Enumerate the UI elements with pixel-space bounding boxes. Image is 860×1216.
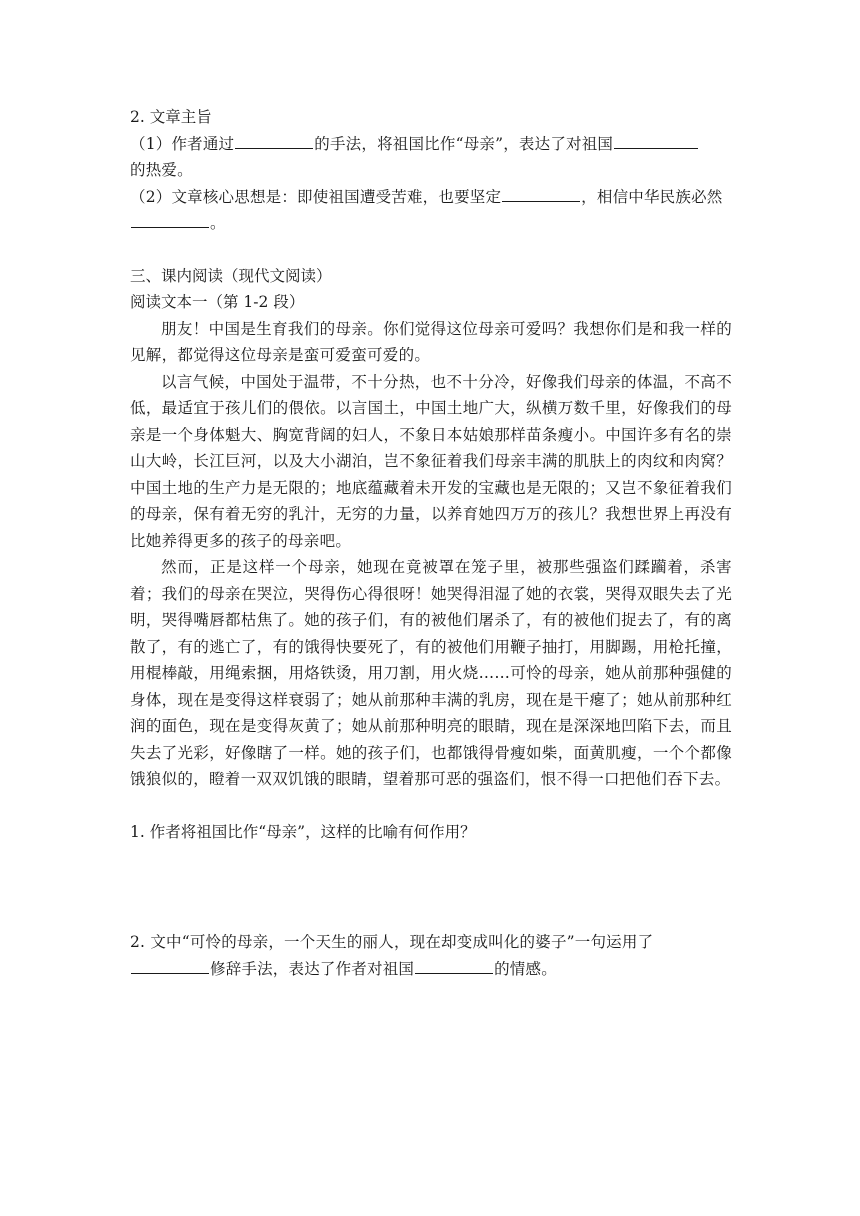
subheading-text: 阅读文本一（第 1-2 段） — [130, 293, 305, 311]
question-text: （2）文章核心思想是：即使祖国遭受苦难，也要坚定 — [130, 187, 502, 206]
question-text: 的手法，将祖国比作“母亲”，表达了对祖国 — [314, 134, 614, 153]
reading-question-1 — [130, 819, 732, 846]
reading-paragraph: 以言气候，中国处于温带，不十分热，也不十分冷，好像我们母亲的体温，不高不低，最适宜于孩儿们的偎依。以言国土，中国土地广大，纵横万数千里，好像我们的母亲是一个身体魁大、胸宽背阔的妇人，不象日本姑娘那样苗条瘦小。中国许多有名的崇山大岭，长江巨河，以及大小湖泊，岂不象征着我们母亲丰满的肌肤上的肉纹和肉窝？中国土地的生产力是无限的；地底蕴藏着未开发的宝藏也是无限的；又岂不象征着我们的母亲，保有着无穷的乳汁，无穷的力量，以养育她四万万的孩儿？我想世界上再没有比她养得更多的孩子的母亲吧。 — [130, 372, 732, 550]
theme-question-1 — [130, 131, 732, 184]
heading-text: 三、课内阅读（现代文阅读） — [130, 266, 332, 285]
reading-paragraph: 朋友！中国是生育我们的母亲。你们觉得这位母亲可爱吗？我想你们是和我一样的见解，都觉得这位母亲是蛮可爱蛮可爱的。 — [130, 319, 732, 364]
document-page — [130, 104, 732, 982]
spacer — [130, 237, 732, 263]
section-heading-reading — [130, 263, 732, 290]
question-text: ，相信中华民族必然 — [581, 187, 723, 206]
reading-paragraph: 然而，正是这样一个母亲，她现在竟被罩在笼子里，被那些强盗们蹂躏着，杀害着；我们的母亲在哭泣，哭得伤心得很呀！她哭得泪湿了她的衣裳，哭得双眼失去了光明，哭得嘴唇都枯焦了。她的孩子们，有的被他们屠杀了，有的被他们捉去了，有的离散了，有的逃亡了，有的饿得快要死了，有的被他们用鞭子抽打，用脚踢，用枪托撞，用棍棒敲，用绳索捆，用烙铁烫，用刀割，用火烧……可怜的母亲，她从前那种强健的身体，现在是变得这样衰弱了；她从前那种丰满的乳房，现在是干瘪了；她从前那种红润的面色，现在是变得灰黄了；她从前那种明亮的眼睛，现在是深深地凹陷下去，而且失去了光彩，好像瞎了一样。她的孩子们，也都饿得骨瘦如柴，面黄肌瘦，一个个都像饿狼似的，瞪着一双双饥饿的眼睛，望着那可恶的强盗们，恨不得一口把他们吞下去。 — [130, 558, 732, 788]
question-text: （1）作者通过 — [130, 134, 235, 153]
question-text: 1. 作者将祖国比作“母亲”，这样的比喻有何作用？ — [130, 822, 476, 841]
question-text: 修辞手法，表达了作者对祖国 — [210, 959, 415, 978]
answer-blank[interactable] — [235, 131, 313, 149]
question-text: 2. 文中“可怜的母亲，一个天生的丽人，现在却变成叫化的婆子”一句运用了 — [130, 933, 654, 951]
reading-subheading — [130, 289, 732, 316]
answer-blank[interactable] — [131, 956, 209, 974]
answer-space[interactable] — [130, 845, 732, 929]
question-text: 的热爱。 — [130, 161, 193, 179]
answer-blank[interactable] — [614, 131, 698, 149]
section-heading-theme — [130, 104, 732, 131]
theme-question-2 — [130, 184, 732, 237]
heading-text: 2. 文章主旨 — [130, 108, 212, 126]
reading-question-2 — [130, 929, 732, 982]
answer-blank[interactable] — [415, 956, 493, 974]
answer-blank[interactable] — [131, 210, 209, 228]
answer-blank[interactable] — [502, 184, 580, 202]
question-text: 。 — [210, 214, 226, 232]
spacer — [130, 793, 732, 819]
question-text: 的情感。 — [494, 959, 557, 978]
